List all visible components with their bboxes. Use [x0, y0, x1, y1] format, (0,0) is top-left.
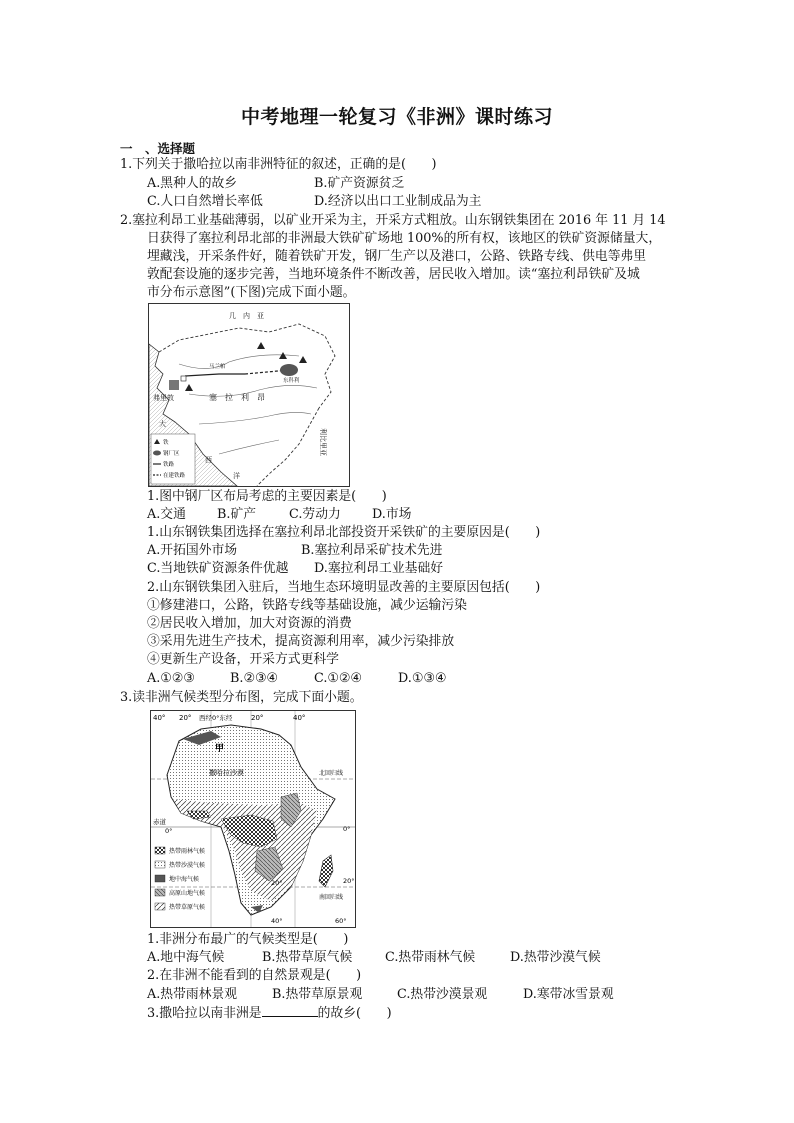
q3-sub1-option-a: A.地中海气候	[147, 950, 225, 965]
answer-blank	[262, 1004, 318, 1017]
q2-sub1-option-d: D.市场	[372, 507, 412, 522]
q1-option-c: C.人口自然增长率低	[147, 194, 263, 209]
legend-savanna-label: 热带草原气候	[169, 904, 206, 911]
q2-sub3-stem: 2.山东钢铁集团入驻后，当地生态环境明显改善的主要原因包括( )	[147, 580, 541, 595]
q2-stem-line-5: 市分布示意图”(下图)完成下面小题。	[147, 285, 356, 300]
q3-sub3-stem-post: 的故乡( )	[317, 1006, 392, 1021]
q3-sub2-option-d: D.寒带冰雪景观	[523, 987, 614, 1002]
label-zero-right: 0°	[343, 825, 351, 833]
q3-sub3-stem	[147, 1004, 392, 1023]
label-lat-40: 40°	[271, 917, 283, 925]
madagascar	[319, 855, 333, 887]
legend-steel-label: 钢厂区	[163, 451, 180, 457]
q2-sub3-option-c: C.①②④	[314, 671, 362, 686]
iron-ore-marker	[257, 342, 265, 349]
iron-ore-marker	[185, 384, 193, 391]
label-guinea: 几 内 亚	[229, 312, 264, 320]
steel-plant-area	[280, 364, 298, 376]
q3-sub2-stem: 2.在非洲不能看到的自然景观是( )	[147, 968, 362, 983]
q1-stem: 1.下列关于撒哈拉以南非洲特征的叙述，正确的是( )	[120, 157, 437, 172]
legend-desert-swatch	[155, 861, 165, 868]
legend-building-label: 在建铁路	[163, 473, 186, 479]
label-lon-20-left: 20°	[179, 714, 192, 722]
q2-sub2-option-a: A.开拓国外市场	[147, 543, 238, 558]
q3-sub2-option-a: A.热带雨林景观	[147, 987, 238, 1002]
africa-climate-map	[150, 710, 356, 928]
label-prime-meridian: 西经0°东经	[199, 714, 233, 722]
label-sahara: 撒哈拉沙漠	[209, 769, 244, 777]
q2-sub3-item-3: ③采用先进生产技术，提高资源利用率，减少污染排放	[147, 634, 455, 649]
legend-mediterranean-swatch	[155, 875, 165, 882]
q2-sub1-stem: 1.图中钢厂区布局考虑的主要因素是( )	[147, 489, 387, 504]
label-lat-20-left: 20°	[271, 879, 283, 887]
label-ocean-2: 西	[205, 456, 212, 464]
q2-sub3-option-b: B.②③④	[230, 671, 278, 686]
legend-rainforest-swatch	[155, 847, 165, 854]
q3-sub2-option-b: B.热带草原景观	[272, 987, 363, 1002]
label-zero-left: 0°	[165, 827, 173, 835]
q2-sub1-option-c: C.劳动力	[289, 507, 341, 522]
q2-sub3-item-1: ①修建港口，公路，铁路专线等基础设施，减少运输污染	[147, 598, 467, 613]
q2-sub1-option-a: A.交通	[147, 507, 186, 522]
q2-sub1-option-b: B.矿产	[217, 507, 257, 522]
q2-sub2-stem: 1.山东钢铁集团选择在塞拉利昂北部投资开采铁矿的主要原因是( )	[147, 525, 541, 540]
q2-sub3-option-a: A.①②③	[147, 671, 195, 686]
railway-line	[185, 374, 245, 376]
iron-ore-marker	[279, 352, 287, 359]
q2-sub3-item-2: ②居民收入增加，加大对资源的消费	[147, 616, 352, 631]
legend-desert-label: 热带沙漠气候	[169, 862, 206, 869]
sierra-leone-map	[148, 303, 350, 487]
label-lon-60: 60°	[335, 917, 347, 925]
label-tropic-north: 北回归线	[319, 770, 344, 777]
label-tropic-south: 南回归线	[319, 894, 344, 901]
label-lon-20-right: 20°	[251, 714, 264, 722]
q2-stem-line-4: 敦配套设施的逐步完善，当地环境条件不断改善，居民收入增加。读“塞拉利昂铁矿及城	[147, 267, 640, 282]
label-mine-town: 东科利	[283, 378, 300, 384]
q2-stem-line-1: 2.塞拉利昂工业基础薄弱，以矿业开采为主，开采方式粗放。山东钢铁集团在 2016 年 11 月 14	[120, 213, 666, 228]
africa-climate-map-drawing	[151, 711, 355, 927]
freetown-city	[169, 380, 179, 390]
city-marker	[181, 376, 186, 381]
sierra-leone-map-drawing	[149, 304, 349, 486]
river-3	[199, 412, 311, 424]
label-ocean-3: 洋	[233, 472, 240, 480]
legend-plateau-swatch	[155, 889, 165, 896]
label-port: 马兰帕	[209, 364, 226, 370]
q2-sub3-item-4: ④更新生产设备，开采方式更科学	[147, 652, 339, 667]
label-liberia: 利比里亚	[319, 428, 327, 456]
label-lat-20-right: 20°	[343, 877, 355, 885]
q2-stem-line-2: 日获得了塞拉利昂北部的非洲最大铁矿矿场地 100%的所有权，该地区的铁矿资源储量大，	[147, 231, 662, 246]
label-jia: 甲	[215, 744, 225, 754]
q2-stem-line-3: 埋藏浅，开采条件好，随着铁矿开发，钢厂生产以及港口，公路、铁路专线、供电等弗里	[147, 249, 647, 264]
legend-plateau-label: 高原山地气候	[169, 890, 206, 897]
q1-option-b: B.矿产资源贫乏	[314, 176, 405, 191]
q3-stem: 3.读非洲气候类型分布图，完成下面小题。	[120, 690, 363, 705]
q3-sub1-stem: 1.非洲分布最广的气候类型是( )	[147, 932, 349, 947]
q3-sub1-option-b: B.热带草原气候	[262, 950, 353, 965]
q1-option-a: A.黑种人的故乡	[147, 176, 238, 191]
legend-savanna-swatch	[155, 903, 165, 910]
legend-rail-label: 铁路	[163, 462, 175, 468]
q3-sub3-stem-pre: 3.撒哈拉以南非洲是	[147, 1006, 262, 1021]
q3-sub1-option-c: C.热带雨林气候	[385, 950, 476, 965]
label-lat-top-left: 40°	[153, 714, 166, 722]
label-sierra-leone: 塞 拉 利 昂	[209, 393, 265, 402]
iron-ore-marker	[299, 356, 307, 363]
label-lon-40: 40°	[293, 714, 306, 722]
q2-sub2-option-b: B.塞拉利昂采矿技术先进	[301, 543, 443, 558]
legend-rainforest-label: 热带雨林气候	[169, 848, 206, 855]
q2-sub2-option-c: C.当地铁矿资源条件优越	[147, 561, 289, 576]
legend-iron-label: 铁	[163, 440, 169, 446]
legend-steel-icon	[153, 451, 161, 456]
section-heading: 一 、选择题	[120, 141, 196, 156]
page-title: 中考地理一轮复习《非洲》课时练习	[240, 106, 553, 128]
river-4	[219, 440, 279, 454]
q2-sub2-option-d: D.塞拉利昂工业基础好	[314, 561, 444, 576]
legend-mediterranean-label: 地中海气候	[169, 876, 200, 883]
label-freetown: 弗里敦	[153, 394, 174, 402]
label-equator: 赤道	[153, 818, 166, 826]
q3-sub2-option-c: C.热带沙漠景观	[397, 987, 488, 1002]
q3-sub1-option-d: D.热带沙漠气候	[510, 950, 601, 965]
label-ocean-1: 大	[159, 420, 166, 428]
eastern-border	[257, 408, 319, 486]
q2-sub3-option-d: D.①③④	[398, 671, 447, 686]
q1-option-d: D.经济以出口工业制成品为主	[314, 194, 482, 209]
